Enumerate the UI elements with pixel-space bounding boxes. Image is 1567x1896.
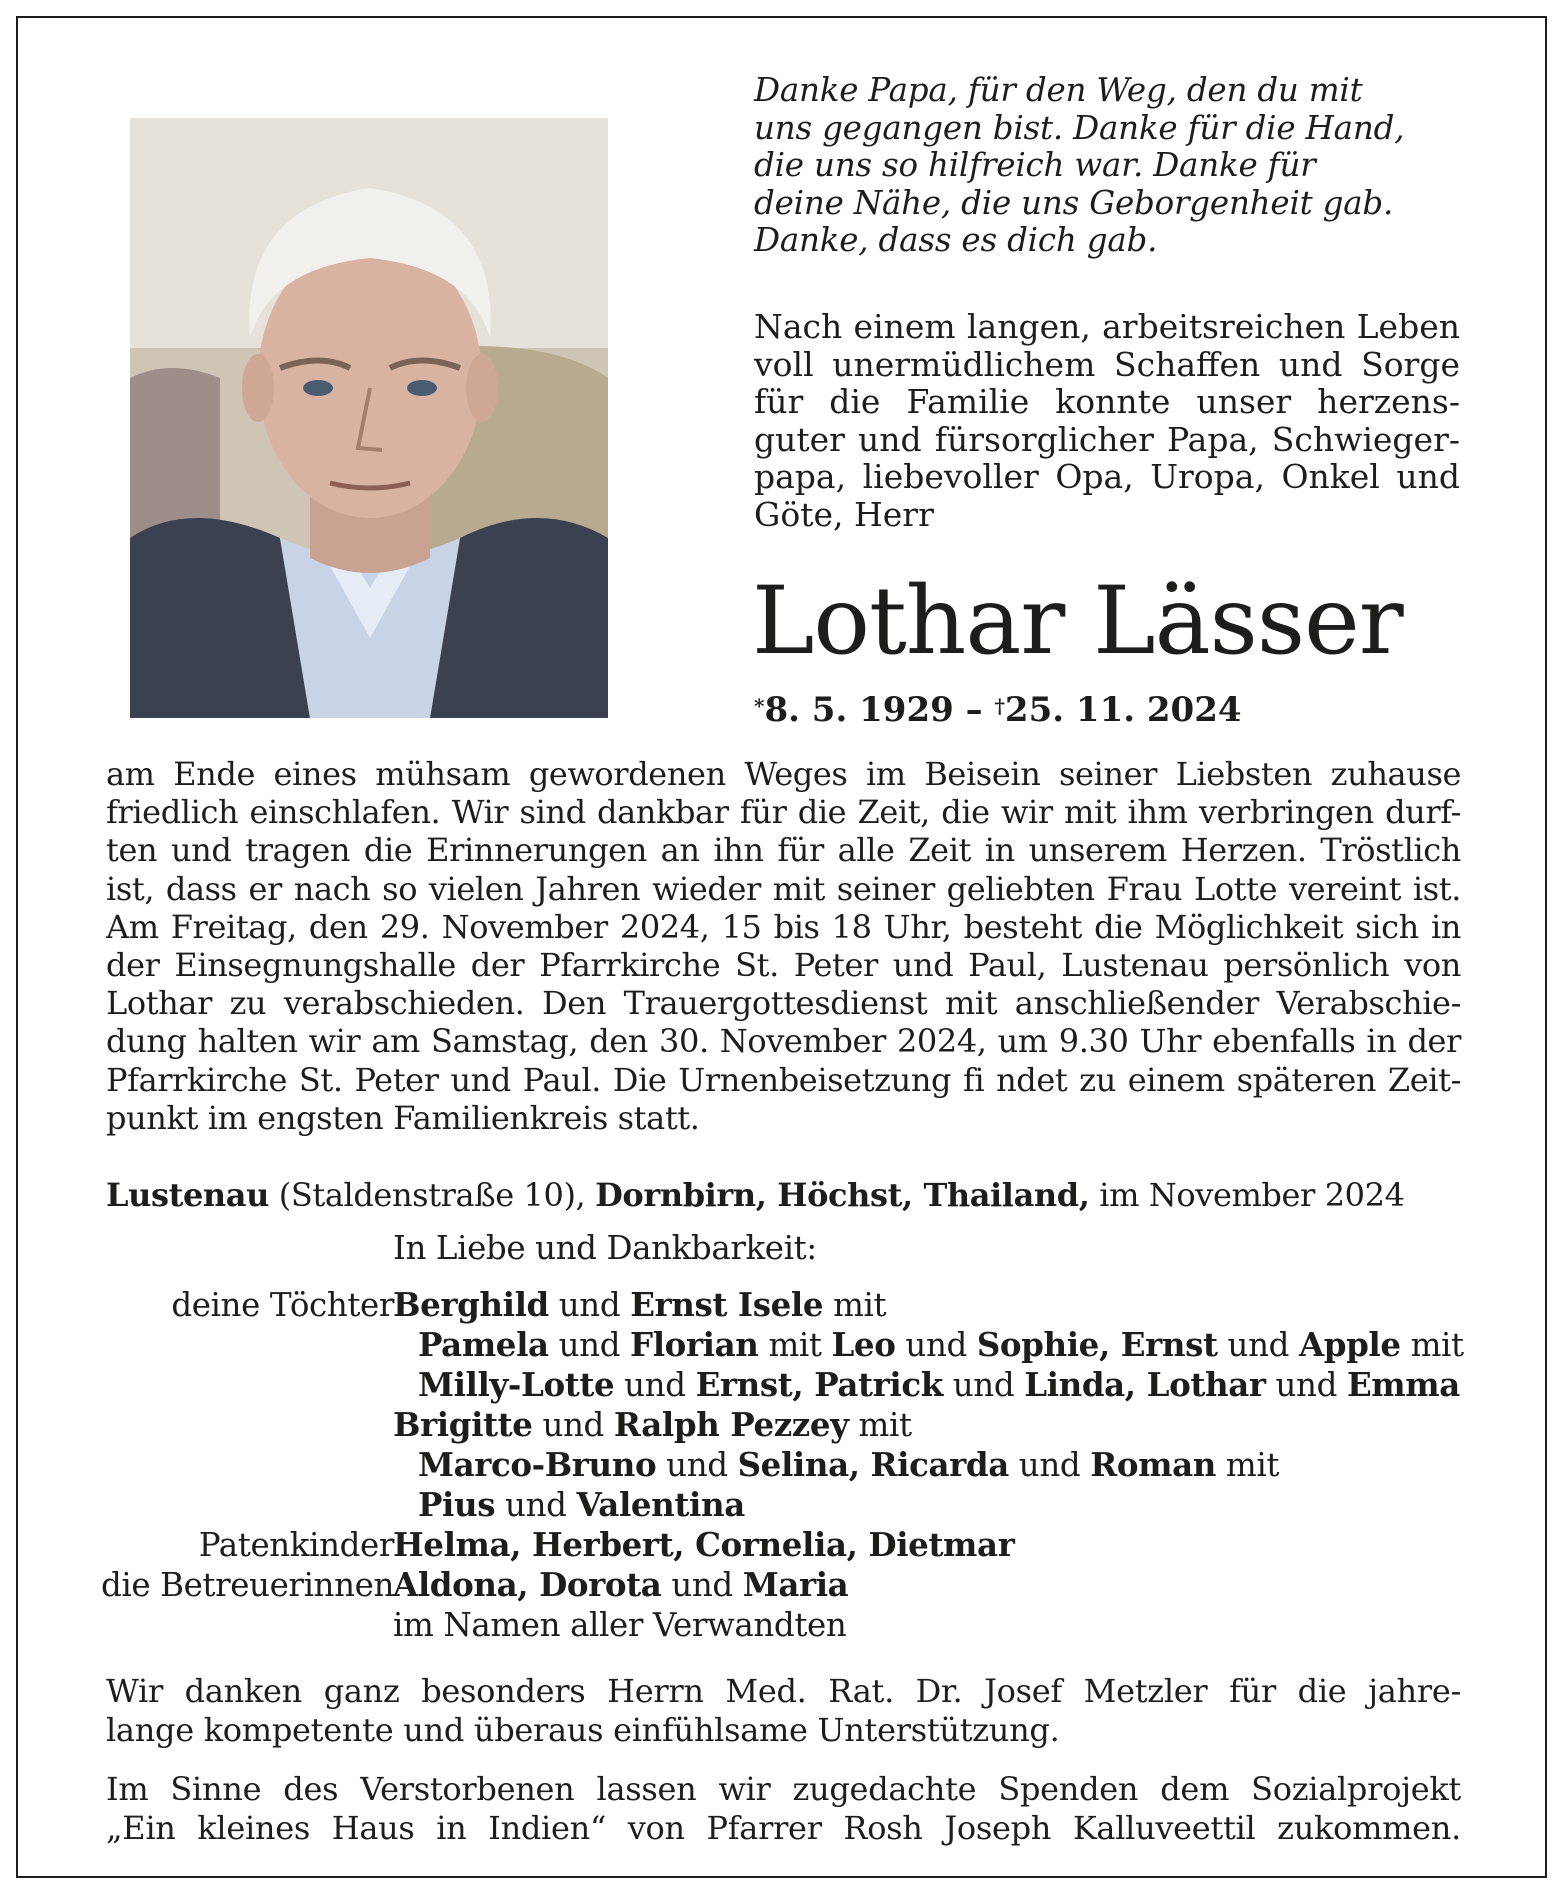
mourner-name: Pamela (418, 1325, 549, 1364)
conjunction: mit (848, 1406, 912, 1444)
mourner-name: Florian (630, 1325, 759, 1364)
poem-line: die uns so hilfreich war. Danke für (754, 146, 1316, 184)
body-line: dung halten wir am Samstag, den 30. November 2024, um 9.30 Uhr ebenfalls in der (106, 1022, 1461, 1061)
place-others: Dornbirn, Höchst, Thailand, (595, 1176, 1090, 1214)
mourner-name: Ernst Isele (630, 1285, 824, 1324)
mourner-name: Linda, Lothar (1024, 1365, 1266, 1404)
death-date: 25. 11. 2024 (1004, 690, 1242, 730)
mourners-closing: im Namen aller Verwandten (393, 1606, 847, 1644)
body-line: Lothar zu verabschieden. Den Trauergottesdienst mit anschließender Verabschie- (106, 984, 1461, 1023)
body-line: der Einsegnungshalle der Pfarrkirche St. Peter und Paul, Lustenau persönlich von (106, 946, 1461, 985)
conjunction: und (495, 1486, 577, 1524)
conjunction: und (614, 1366, 696, 1404)
mourner-line (418, 1445, 1279, 1485)
body-line: Am Freitag, den 29. November 2024, 15 bis 18 Uhr, besteht die Möglichkeit sich in (106, 907, 1461, 946)
body-line: friedlich einschlafen. Wir sind dankbar für die Zeit, die wir mit ihm verbringen durf- (106, 793, 1461, 832)
conjunction: mit (1400, 1326, 1464, 1364)
daughters-label: deine Töchter (171, 1286, 394, 1324)
mourner-name: Maria (742, 1565, 849, 1604)
donation-line: „Ein kleines Haus in Indien“ von Pfarrer Rosh Joseph Kalluveettil zukommen. (106, 1808, 1461, 1847)
godchildren-label: Patenkinder (198, 1526, 394, 1564)
conjunction: mit (1215, 1446, 1279, 1484)
mourner-line (393, 1525, 1014, 1565)
conjunction: mit (758, 1326, 822, 1364)
conjunction: und (1008, 1446, 1091, 1484)
birth-date: 8. 5. 1929 (764, 690, 954, 730)
birth-symbol: * (754, 694, 765, 718)
conjunction: und (1217, 1326, 1299, 1364)
intro-line: voll unermüdlichem Schaffen und Sorge (754, 344, 1460, 384)
thanks-line: lange kompetente und überaus einfühlsame Unterstützung. (106, 1710, 1060, 1749)
death-symbol: † (994, 694, 1005, 718)
thanks-paragraph (106, 1672, 1461, 1749)
mourner-name: Aldona, Dorota (393, 1565, 662, 1604)
donation-line: Im Sinne des Verstorbenen lassen wir zugedachte Spenden dem Sozialprojekt (106, 1770, 1461, 1808)
body-line: am Ende eines mühsam gewordenen Weges im Beisein seiner Liebsten zuhause (106, 755, 1461, 793)
mourner-name: Emma (1346, 1365, 1460, 1404)
mourner-line (418, 1365, 1460, 1405)
portrait-illustration (130, 118, 608, 718)
body-line: ist, dass er nach so vielen Jahren wieder mit seiner geliebten Frau Lotte vereint ist. (106, 869, 1461, 908)
mourner-name: Roman (1090, 1445, 1216, 1484)
thanks-line: Wir danken ganz besonders Herrn Med. Rat. Dr. Josef Metzler für die jahre- (106, 1672, 1461, 1710)
body-line: Pfarrkirche St. Peter und Paul. Die Urnenbeisetzung fi ndet zu einem späteren Zeit- (106, 1060, 1461, 1099)
conjunction: und (656, 1446, 738, 1484)
conjunction: und (532, 1406, 614, 1444)
mourner-name: Sophie, Ernst (976, 1325, 1218, 1364)
mourner-name: Brigitte (393, 1405, 533, 1444)
donation-paragraph (106, 1770, 1461, 1847)
deceased-name: Lothar Lässer (752, 567, 1403, 676)
mourner-line (393, 1565, 848, 1605)
intro-line: guter und fürsorglicher Papa, Schwieger- (754, 419, 1460, 459)
mourner-name: Helma, Herbert, Cornelia, Dietmar (393, 1525, 1015, 1564)
life-dates (754, 690, 1242, 730)
mourner-name: Marco-Bruno (418, 1445, 657, 1484)
intro-line: Nach einem langen, arbeitsreichen Leben (754, 307, 1460, 346)
place-date: im November 2024 (1089, 1176, 1405, 1214)
mourner-name: Ralph Pezzey (613, 1405, 849, 1444)
conjunction: und (942, 1366, 1025, 1404)
poem-line: uns gegangen bist. Danke für die Hand, (754, 108, 1405, 147)
mourner-name: Valentina (576, 1485, 745, 1524)
poem-line: Danke, dass es dich gab. (754, 221, 1158, 259)
mourner-line (393, 1285, 886, 1325)
poem-line: deine Nähe, die uns Geborgenheit gab. (754, 183, 1394, 222)
conjunction: und (895, 1326, 977, 1364)
intro-line: Göte, Herr (754, 494, 934, 534)
poem (754, 72, 1454, 260)
mourner-name: Selina, Ricarda (737, 1445, 1009, 1484)
mourner-line (418, 1325, 1464, 1365)
mourner-line (418, 1485, 745, 1525)
conjunction: mit (823, 1286, 887, 1324)
mourners-heading: In Liebe und Dankbarkeit: (393, 1229, 817, 1267)
intro-line: für die Familie konnte unser herzens- (754, 382, 1460, 422)
date-dash: – (953, 690, 995, 730)
portrait-photo (130, 118, 608, 718)
body-paragraph (106, 755, 1461, 1137)
conjunction: und (1265, 1366, 1347, 1404)
mourner-name: Milly-Lotte (418, 1365, 615, 1404)
place-address: (Staldenstraße 10), (269, 1176, 596, 1214)
place-and-date (106, 1175, 1461, 1215)
body-line: ten und tragen die Erinnerungen an ihn für alle Zeit in unserem Herzen. Tröstlich (106, 831, 1461, 870)
conjunction: und (661, 1566, 743, 1604)
intro-line: papa, liebevoller Opa, Uropa, Onkel und (754, 457, 1460, 497)
body-line: punkt im engsten Familienkreis statt. (106, 1098, 700, 1137)
mourner-name: Leo (831, 1325, 896, 1364)
conjunction: und (548, 1286, 631, 1324)
mourner-line (393, 1405, 912, 1445)
mourner-name: Berghild (393, 1285, 549, 1324)
poem-line: Danke Papa, für den Weg, den du mit (754, 71, 1363, 109)
mourner-name: Pius (418, 1485, 496, 1524)
caregivers-label: die Betreuerinnen (100, 1566, 394, 1604)
conjunction: und (548, 1326, 631, 1364)
mourner-name: Apple (1298, 1325, 1401, 1364)
mourner-name: Ernst, Patrick (695, 1365, 943, 1404)
intro-paragraph (754, 308, 1460, 534)
place-town: Lustenau (106, 1176, 269, 1214)
